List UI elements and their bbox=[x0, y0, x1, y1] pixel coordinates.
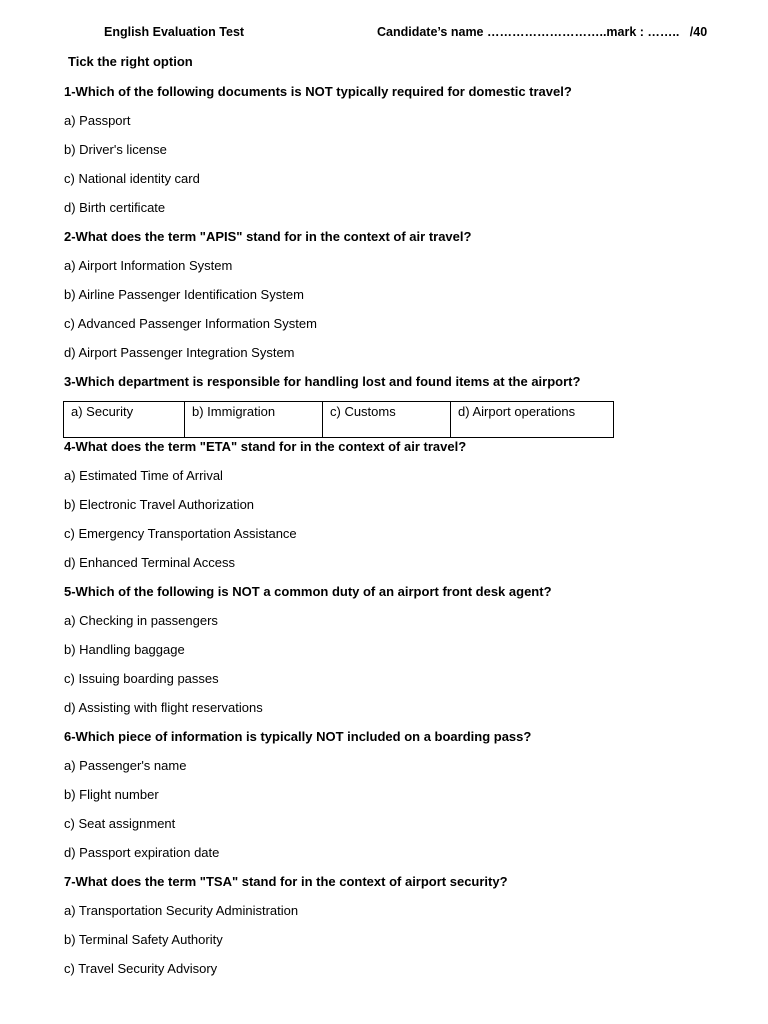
question-3-option-a[interactable]: a) Security bbox=[64, 402, 185, 438]
question-4: 4-What does the term "ETA" stand for in the context of air travel? bbox=[64, 439, 467, 454]
page-header bbox=[0, 25, 768, 43]
question-3-option-d[interactable]: d) Airport operations bbox=[451, 402, 614, 438]
question-1-option-a[interactable]: a) Passport bbox=[64, 113, 131, 128]
question-2-option-a[interactable]: a) Airport Information System bbox=[64, 258, 233, 273]
test-title: English Evaluation Test bbox=[104, 25, 245, 39]
instruction-text: Tick the right option bbox=[68, 54, 193, 69]
question-4-option-a[interactable]: a) Estimated Time of Arrival bbox=[64, 468, 223, 483]
question-3-options-table bbox=[63, 401, 614, 438]
question-7-option-a[interactable]: a) Transportation Security Administration bbox=[64, 903, 299, 918]
question-1-option-b[interactable]: b) Driver's license bbox=[64, 142, 167, 157]
question-2-option-b[interactable]: b) Airline Passenger Identification System bbox=[64, 287, 304, 302]
question-1-option-d[interactable]: d) Birth certificate bbox=[64, 200, 166, 215]
question-3-option-b[interactable]: b) Immigration bbox=[185, 402, 323, 438]
question-6-option-a[interactable]: a) Passenger's name bbox=[64, 758, 187, 773]
question-6-option-b[interactable]: b) Flight number bbox=[64, 787, 159, 802]
question-3: 3-Which department is responsible for handling lost and found items at the airport? bbox=[64, 374, 581, 389]
question-5-option-a[interactable]: a) Checking in passengers bbox=[64, 613, 218, 628]
question-5-option-c[interactable]: c) Issuing boarding passes bbox=[64, 671, 219, 686]
question-7-option-c[interactable]: c) Travel Security Advisory bbox=[64, 961, 218, 976]
question-4-option-b[interactable]: b) Electronic Travel Authorization bbox=[64, 497, 255, 512]
question-6-option-d[interactable]: d) Passport expiration date bbox=[64, 845, 220, 860]
question-5: 5-Which of the following is NOT a common duty of an airport front desk agent? bbox=[64, 584, 552, 599]
question-6: 6-Which piece of information is typically NOT included on a boarding pass? bbox=[64, 729, 532, 744]
question-2: 2-What does the term "APIS" stand for in the context of air travel? bbox=[64, 229, 472, 244]
question-5-option-b[interactable]: b) Handling baggage bbox=[64, 642, 185, 657]
question-4-option-d[interactable]: d) Enhanced Terminal Access bbox=[64, 555, 236, 570]
question-2-option-d[interactable]: d) Airport Passenger Integration System bbox=[64, 345, 295, 360]
question-1: 1-Which of the following documents is NOT typically required for domestic travel? bbox=[64, 84, 572, 99]
question-7-option-b[interactable]: b) Terminal Safety Authority bbox=[64, 932, 223, 947]
question-2-option-c[interactable]: c) Advanced Passenger Information System bbox=[64, 316, 317, 331]
question-4-option-c[interactable]: c) Emergency Transportation Assistance bbox=[64, 526, 297, 541]
question-5-option-d[interactable]: d) Assisting with flight reservations bbox=[64, 700, 263, 715]
question-1-option-c[interactable]: c) National identity card bbox=[64, 171, 200, 186]
candidate-name-mark-line: Candidate’s name ………………………..mark : …….. /40 bbox=[377, 25, 708, 39]
question-6-option-c[interactable]: c) Seat assignment bbox=[64, 816, 176, 831]
question-3-option-c[interactable]: c) Customs bbox=[323, 402, 451, 438]
question-7: 7-What does the term "TSA" stand for in the context of airport security? bbox=[64, 874, 508, 889]
